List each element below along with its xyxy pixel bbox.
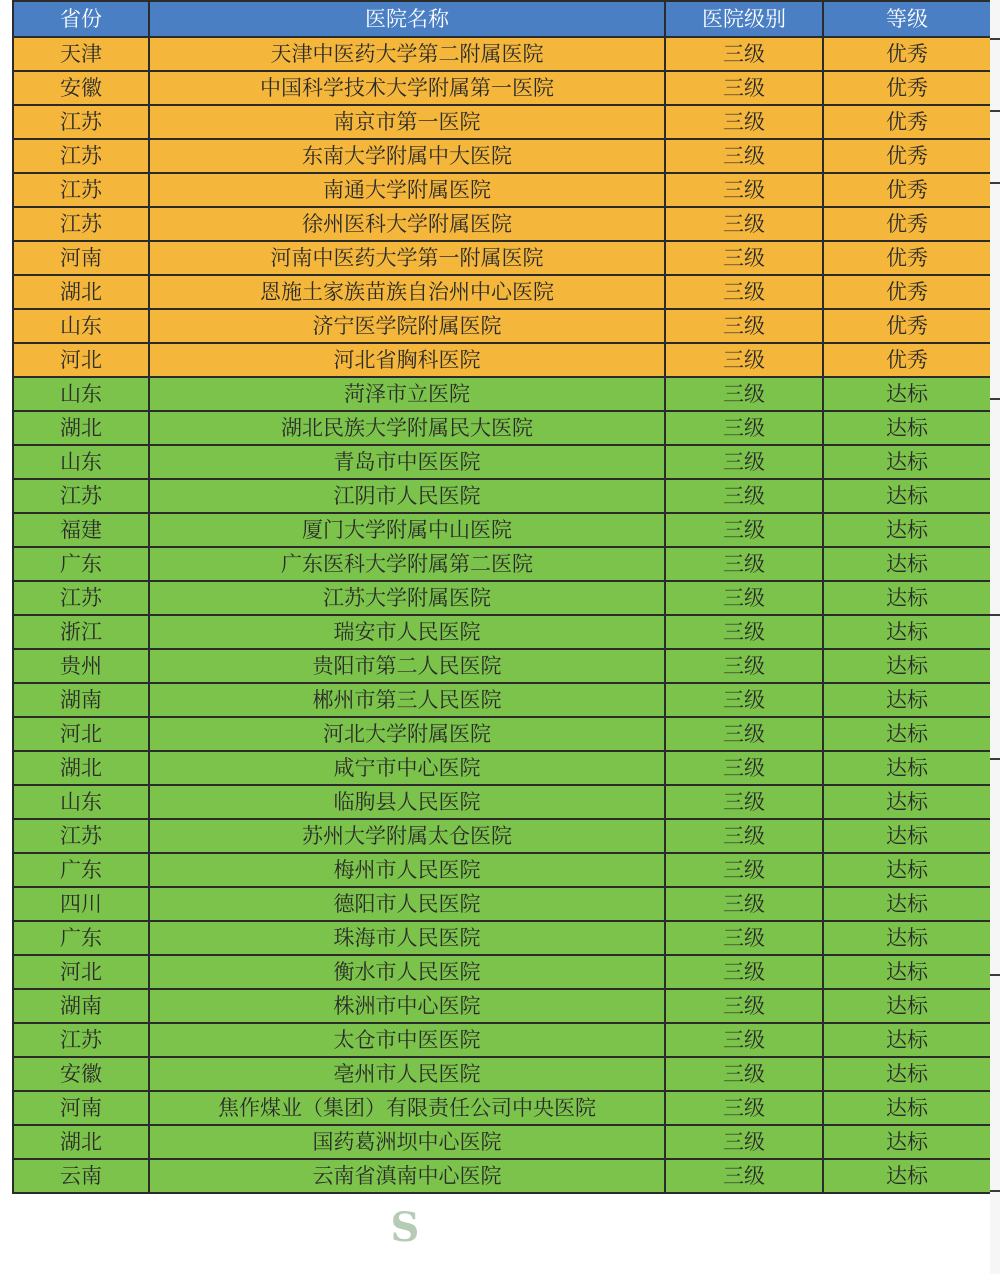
table-row xyxy=(13,377,991,411)
cell-grade[interactable]: 达标 xyxy=(823,819,991,853)
gridline-tick xyxy=(990,1190,1000,1192)
cell-grade[interactable]: 达标 xyxy=(823,921,991,955)
table-row xyxy=(13,71,991,105)
cell-grade[interactable]: 达标 xyxy=(823,547,991,581)
cell-hospital-level[interactable]: 三级 xyxy=(665,241,823,275)
table-row xyxy=(13,513,991,547)
cell-province[interactable]: 湖北 xyxy=(13,411,149,445)
cell-grade[interactable]: 达标 xyxy=(823,411,991,445)
cell-province[interactable]: 江苏 xyxy=(13,581,149,615)
cell-hospital-level[interactable]: 三级 xyxy=(665,377,823,411)
cell-province[interactable]: 河北 xyxy=(13,955,149,989)
table-row xyxy=(13,1125,991,1159)
cell-hospital-name[interactable]: 厦门大学附属中山医院 xyxy=(149,513,665,547)
cell-province[interactable]: 江苏 xyxy=(13,105,149,139)
cell-hospital-name[interactable]: 中国科学技术大学附属第一医院 xyxy=(149,71,665,105)
cell-province[interactable]: 江苏 xyxy=(13,479,149,513)
cell-hospital-name[interactable]: 恩施土家族苗族自治州中心医院 xyxy=(149,275,665,309)
cell-grade[interactable]: 达标 xyxy=(823,717,991,751)
cell-grade[interactable]: 达标 xyxy=(823,1125,991,1159)
table-row xyxy=(13,309,991,343)
table-header xyxy=(13,1,991,37)
cell-hospital-level[interactable]: 三级 xyxy=(665,479,823,513)
cell-hospital-level[interactable]: 三级 xyxy=(665,819,823,853)
table-row xyxy=(13,1159,991,1193)
cell-hospital-name[interactable]: 德阳市人民医院 xyxy=(149,887,665,921)
cell-grade[interactable]: 达标 xyxy=(823,1159,991,1193)
gridline-tick xyxy=(990,182,1000,184)
table-row xyxy=(13,649,991,683)
cell-grade[interactable]: 达标 xyxy=(823,649,991,683)
cell-hospital-level[interactable]: 三级 xyxy=(665,649,823,683)
table-row xyxy=(13,955,991,989)
cell-hospital-name[interactable]: 衡水市人民医院 xyxy=(149,955,665,989)
table-row xyxy=(13,581,991,615)
table-row xyxy=(13,547,991,581)
cell-hospital-name[interactable]: 国药葛洲坝中心医院 xyxy=(149,1125,665,1159)
table-row xyxy=(13,751,991,785)
cell-province[interactable]: 广东 xyxy=(13,853,149,887)
cell-hospital-level[interactable]: 三级 xyxy=(665,683,823,717)
cell-hospital-name[interactable]: 江阴市人民医院 xyxy=(149,479,665,513)
cell-hospital-name[interactable]: 河南中医药大学第一附属医院 xyxy=(149,241,665,275)
cell-grade[interactable]: 优秀 xyxy=(823,275,991,309)
cell-hospital-name[interactable]: 青岛市中医医院 xyxy=(149,445,665,479)
cell-hospital-name[interactable]: 湖北民族大学附属民大医院 xyxy=(149,411,665,445)
cell-hospital-level[interactable]: 三级 xyxy=(665,139,823,173)
cell-province[interactable]: 安徽 xyxy=(13,1057,149,1091)
cell-hospital-level[interactable]: 三级 xyxy=(665,411,823,445)
cell-hospital-level[interactable]: 三级 xyxy=(665,173,823,207)
cell-grade[interactable]: 优秀 xyxy=(823,309,991,343)
table-row xyxy=(13,411,991,445)
cell-hospital-name[interactable]: 南京市第一医院 xyxy=(149,105,665,139)
cell-province[interactable]: 贵州 xyxy=(13,649,149,683)
table-row xyxy=(13,479,991,513)
cell-grade[interactable]: 达标 xyxy=(823,853,991,887)
table-row xyxy=(13,615,991,649)
table-row xyxy=(13,921,991,955)
cell-province[interactable]: 江苏 xyxy=(13,173,149,207)
cell-hospital-level[interactable]: 三级 xyxy=(665,1159,823,1193)
cell-province[interactable]: 山东 xyxy=(13,377,149,411)
cell-hospital-name[interactable]: 瑞安市人民医院 xyxy=(149,615,665,649)
cell-hospital-level[interactable]: 三级 xyxy=(665,105,823,139)
cell-hospital-name[interactable]: 天津中医药大学第二附属医院 xyxy=(149,37,665,71)
cell-hospital-name[interactable]: 云南省滇南中心医院 xyxy=(149,1159,665,1193)
cell-province[interactable]: 广东 xyxy=(13,547,149,581)
cell-hospital-level[interactable]: 三级 xyxy=(665,921,823,955)
cell-hospital-level[interactable]: 三级 xyxy=(665,751,823,785)
cell-hospital-name[interactable]: 南通大学附属医院 xyxy=(149,173,665,207)
table-row xyxy=(13,819,991,853)
cell-hospital-level[interactable]: 三级 xyxy=(665,615,823,649)
cell-grade[interactable]: 达标 xyxy=(823,377,991,411)
table-row xyxy=(13,717,991,751)
table-row xyxy=(13,207,991,241)
cell-province[interactable]: 湖南 xyxy=(13,683,149,717)
cell-hospital-level[interactable]: 三级 xyxy=(665,853,823,887)
watermark-title: 全程导医网 xyxy=(452,1195,623,1233)
cell-grade[interactable]: 达标 xyxy=(823,615,991,649)
cell-hospital-level[interactable]: 三级 xyxy=(665,207,823,241)
cell-grade[interactable]: 优秀 xyxy=(823,71,991,105)
cell-hospital-name[interactable]: 亳州市人民医院 xyxy=(149,1057,665,1091)
header-row xyxy=(13,1,991,37)
cell-hospital-level[interactable]: 三级 xyxy=(665,581,823,615)
watermark-url: www.qcdy.com xyxy=(468,1232,617,1256)
gridline-tick xyxy=(990,398,1000,400)
cell-hospital-name[interactable]: 临朐县人民医院 xyxy=(149,785,665,819)
cell-hospital-level[interactable]: 三级 xyxy=(665,547,823,581)
header-grade[interactable]: 等级 xyxy=(823,1,991,37)
cell-grade[interactable]: 达标 xyxy=(823,785,991,819)
cell-hospital-level[interactable]: 三级 xyxy=(665,955,823,989)
cell-hospital-name[interactable]: 咸宁市中心医院 xyxy=(149,751,665,785)
table-row xyxy=(13,989,991,1023)
cell-grade[interactable]: 达标 xyxy=(823,751,991,785)
cell-grade[interactable]: 优秀 xyxy=(823,173,991,207)
cell-grade[interactable]: 优秀 xyxy=(823,241,991,275)
cell-province[interactable]: 河南 xyxy=(13,1091,149,1125)
cell-grade[interactable]: 达标 xyxy=(823,1023,991,1057)
cell-hospital-name[interactable]: 河北省胸科医院 xyxy=(149,343,665,377)
header-province[interactable]: 省份 xyxy=(13,1,149,37)
cell-hospital-level[interactable]: 三级 xyxy=(665,1091,823,1125)
cell-province[interactable]: 安徽 xyxy=(13,71,149,105)
cell-province[interactable]: 山东 xyxy=(13,445,149,479)
cell-hospital-level[interactable]: 三级 xyxy=(665,785,823,819)
cell-hospital-level[interactable]: 三级 xyxy=(665,1125,823,1159)
cell-hospital-level[interactable]: 三级 xyxy=(665,343,823,377)
cell-hospital-name[interactable]: 焦作煤业（集团）有限责任公司中央医院 xyxy=(149,1091,665,1125)
cell-hospital-level[interactable]: 三级 xyxy=(665,513,823,547)
cell-grade[interactable]: 达标 xyxy=(823,1091,991,1125)
cell-hospital-level[interactable]: 三级 xyxy=(665,71,823,105)
table-row xyxy=(13,275,991,309)
cell-province[interactable]: 湖南 xyxy=(13,989,149,1023)
cell-hospital-name[interactable]: 贵阳市第二人民医院 xyxy=(149,649,665,683)
cell-grade[interactable]: 达标 xyxy=(823,479,991,513)
cell-province[interactable]: 江苏 xyxy=(13,819,149,853)
table-row xyxy=(13,173,991,207)
table-row xyxy=(13,139,991,173)
table-row xyxy=(13,241,991,275)
gridline-tick xyxy=(990,614,1000,616)
cell-hospital-name[interactable]: 苏州大学附属太仓医院 xyxy=(149,819,665,853)
gridline-tick xyxy=(990,758,1000,760)
cell-hospital-level[interactable]: 三级 xyxy=(665,717,823,751)
cell-grade[interactable]: 达标 xyxy=(823,887,991,921)
cell-hospital-name[interactable]: 徐州医科大学附属医院 xyxy=(149,207,665,241)
cell-hospital-level[interactable]: 三级 xyxy=(665,275,823,309)
cell-province[interactable]: 湖北 xyxy=(13,751,149,785)
cell-province[interactable]: 河北 xyxy=(13,343,149,377)
table-row xyxy=(13,105,991,139)
cell-province[interactable]: 河北 xyxy=(13,717,149,751)
cell-province[interactable]: 山东 xyxy=(13,785,149,819)
table-row xyxy=(13,853,991,887)
cell-province[interactable]: 河南 xyxy=(13,241,149,275)
table-body xyxy=(13,37,991,1193)
cell-hospital-level[interactable]: 三级 xyxy=(665,445,823,479)
cell-province[interactable]: 四川 xyxy=(13,887,149,921)
cell-grade[interactable]: 达标 xyxy=(823,989,991,1023)
cell-hospital-level[interactable]: 三级 xyxy=(665,887,823,921)
cell-grade[interactable]: 优秀 xyxy=(823,37,991,71)
cell-grade[interactable]: 优秀 xyxy=(823,139,991,173)
table-row xyxy=(13,343,991,377)
cell-hospital-name[interactable]: 江苏大学附属医院 xyxy=(149,581,665,615)
cell-hospital-level[interactable]: 三级 xyxy=(665,37,823,71)
cell-hospital-level[interactable]: 三级 xyxy=(665,309,823,343)
cell-province[interactable]: 江苏 xyxy=(13,1023,149,1057)
cell-grade[interactable]: 达标 xyxy=(823,683,991,717)
table-row xyxy=(13,887,991,921)
cell-grade[interactable]: 优秀 xyxy=(823,343,991,377)
cell-province[interactable]: 江苏 xyxy=(13,139,149,173)
cell-province[interactable]: 湖北 xyxy=(13,1125,149,1159)
cell-province[interactable]: 浙江 xyxy=(13,615,149,649)
cell-province[interactable]: 山东 xyxy=(13,309,149,343)
cell-grade[interactable]: 优秀 xyxy=(823,105,991,139)
cell-province[interactable]: 云南 xyxy=(13,1159,149,1193)
hospital-table xyxy=(12,0,992,1194)
cell-grade[interactable]: 达标 xyxy=(823,513,991,547)
cell-province[interactable]: 广东 xyxy=(13,921,149,955)
gridline-tick xyxy=(990,974,1000,976)
cell-province[interactable]: 湖北 xyxy=(13,275,149,309)
table-row xyxy=(13,37,991,71)
header-hospital-name[interactable]: 医院名称 xyxy=(149,1,665,37)
cell-grade[interactable]: 达标 xyxy=(823,581,991,615)
cell-grade[interactable]: 达标 xyxy=(823,445,991,479)
cell-province[interactable]: 江苏 xyxy=(13,207,149,241)
cell-hospital-level[interactable]: 三级 xyxy=(665,989,823,1023)
adjacent-column-edge xyxy=(990,0,1000,1274)
site-watermark xyxy=(372,1188,652,1268)
gridline-tick xyxy=(990,110,1000,112)
cell-hospital-name[interactable]: 河北大学附属医院 xyxy=(149,717,665,751)
cell-province[interactable]: 福建 xyxy=(13,513,149,547)
s-circle-logo-icon: S xyxy=(372,1194,438,1260)
cell-hospital-name[interactable]: 梅州市人民医院 xyxy=(149,853,665,887)
cell-hospital-name[interactable]: 菏泽市立医院 xyxy=(149,377,665,411)
table-row xyxy=(13,785,991,819)
cell-hospital-name[interactable]: 株洲市中心医院 xyxy=(149,989,665,1023)
header-hospital-level[interactable]: 医院级别 xyxy=(665,1,823,37)
cell-hospital-name[interactable]: 太仓市中医医院 xyxy=(149,1023,665,1057)
table-row xyxy=(13,1057,991,1091)
cell-grade[interactable]: 达标 xyxy=(823,955,991,989)
table-row xyxy=(13,1023,991,1057)
cell-hospital-name[interactable]: 广东医科大学附属第二医院 xyxy=(149,547,665,581)
cell-hospital-name[interactable]: 济宁医学院附属医院 xyxy=(149,309,665,343)
table-row xyxy=(13,1091,991,1125)
cell-hospital-name[interactable]: 东南大学附属中大医院 xyxy=(149,139,665,173)
cell-hospital-level[interactable]: 三级 xyxy=(665,1057,823,1091)
cell-hospital-level[interactable]: 三级 xyxy=(665,1023,823,1057)
cell-province[interactable]: 天津 xyxy=(13,37,149,71)
cell-grade[interactable]: 达标 xyxy=(823,1057,991,1091)
table-row xyxy=(13,683,991,717)
cell-hospital-name[interactable]: 珠海市人民医院 xyxy=(149,921,665,955)
cell-grade[interactable]: 优秀 xyxy=(823,207,991,241)
gridline-tick xyxy=(990,38,1000,40)
table-row xyxy=(13,445,991,479)
cell-hospital-name[interactable]: 郴州市第三人民医院 xyxy=(149,683,665,717)
